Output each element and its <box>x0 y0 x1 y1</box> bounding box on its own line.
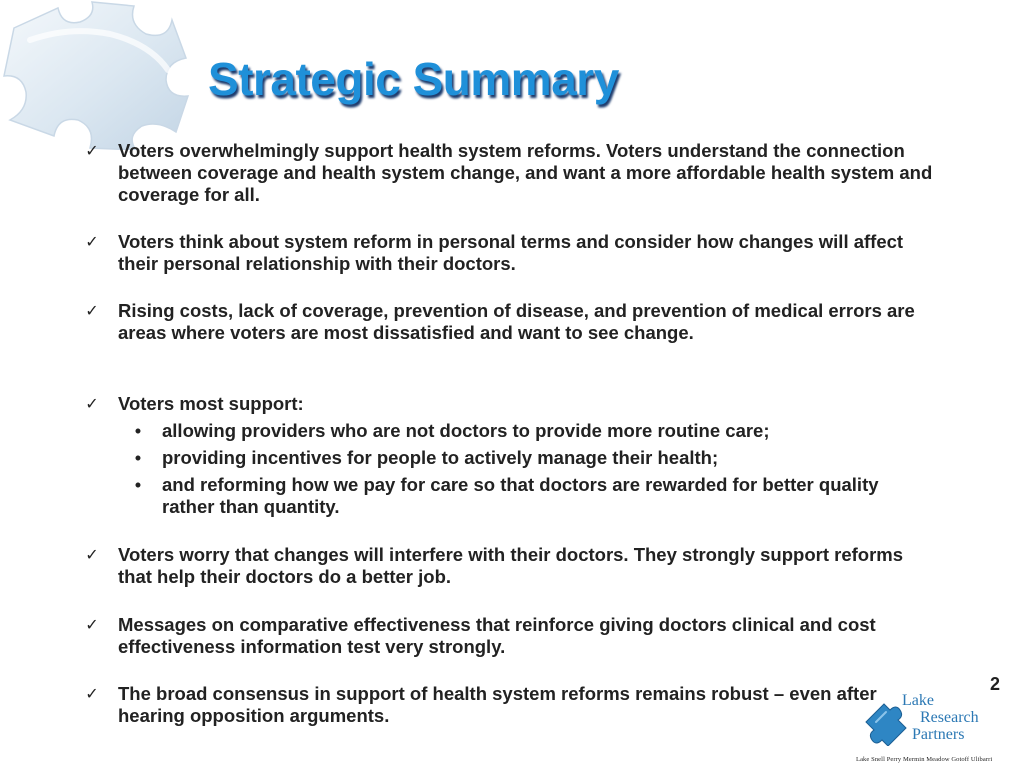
summary-item <box>85 683 938 727</box>
checkmark-icon: ✓ <box>85 141 99 160</box>
summary-item-text: Voters overwhelmingly support health system reforms. Voters understand the connection between coverage and health system change, and want a more affordable health system and coverage for all. <box>118 140 933 205</box>
summary-item <box>85 614 938 658</box>
summary-item <box>85 544 938 588</box>
summary-item-text: The broad consensus in support of health system reforms remains robust – even after hearing opposition arguments. <box>118 683 877 726</box>
bullet-dot-icon: • <box>134 420 142 441</box>
company-logo <box>852 692 1022 766</box>
logo-word: Lake <box>902 692 934 709</box>
sub-list-item <box>134 474 922 518</box>
logo-word: Partners <box>912 726 965 743</box>
summary-item <box>85 231 938 275</box>
checkmark-icon: ✓ <box>85 394 99 413</box>
page-number: 2 <box>990 674 1001 694</box>
summary-item-text: Messages on comparative effectiveness that reinforce giving doctors clinical and cost effectiveness information test very strongly. <box>118 614 876 657</box>
sub-list-item-text: allowing providers who are not doctors to provide more routine care; <box>162 420 770 441</box>
sub-list-item <box>134 420 922 442</box>
checkmark-icon: ✓ <box>85 545 99 564</box>
sub-list-item-text: providing incentives for people to actively manage their health; <box>162 447 719 468</box>
summary-item-text: Voters worry that changes will interfere with their doctors. They strongly support reforms that help their doctors do a better job. <box>118 544 904 587</box>
logo-wordmark <box>902 692 1022 743</box>
bullet-dot-icon: • <box>134 474 142 495</box>
slide-title: Strategic Summary <box>208 53 619 105</box>
sub-list-item <box>134 447 922 469</box>
summary-item <box>85 393 938 415</box>
sub-list-item-text: and reforming how we pay for care so that doctors are rewarded for better quality rather than quantity. <box>162 474 879 517</box>
bullet-dot-icon: • <box>134 447 142 468</box>
summary-item <box>85 300 938 344</box>
checkmark-icon: ✓ <box>85 301 99 320</box>
logo-word: Research <box>920 709 979 726</box>
summary-item-text: Voters think about system reform in personal terms and consider how changes will affect their personal relationship with their doctors. <box>118 231 904 274</box>
logo-partner-names: Lake Snell Perry Mermin Meadow Gotoff Ulibarri <box>856 756 993 763</box>
summary-item-text: Voters most support: <box>118 393 304 414</box>
summary-item <box>85 140 938 206</box>
summary-item-text: Rising costs, lack of coverage, prevention of disease, and prevention of medical errors are areas where voters are most dissatisfied and want to see change. <box>118 300 915 343</box>
checkmark-icon: ✓ <box>85 684 99 703</box>
checkmark-icon: ✓ <box>85 232 99 251</box>
checkmark-icon: ✓ <box>85 615 99 634</box>
